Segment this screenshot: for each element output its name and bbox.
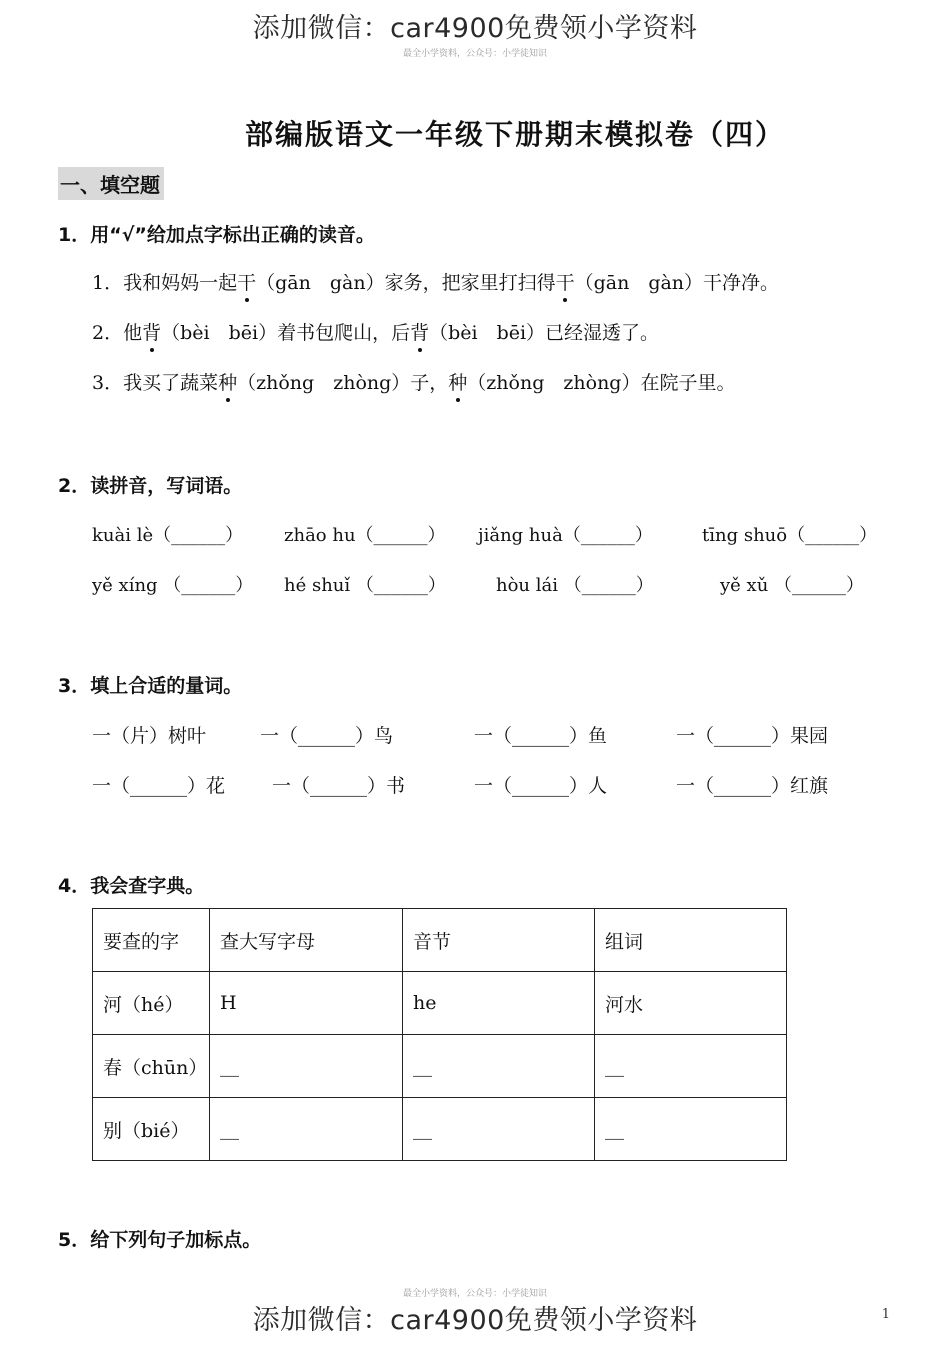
table-answer-cell[interactable]: __ bbox=[595, 1035, 787, 1098]
watermark-bottom-small: 最全小学资料，公众号：小学徒知识 bbox=[402, 1289, 547, 1299]
page-number: 1 bbox=[881, 1307, 890, 1322]
question-4-heading: 4．我会查字典。 bbox=[58, 875, 205, 897]
table-header-cell: 音节 bbox=[403, 909, 595, 972]
table-row bbox=[93, 972, 787, 1035]
pinyin-item[interactable]: tīng shuō（______） bbox=[702, 525, 878, 546]
table-answer-cell[interactable]: __ bbox=[210, 1098, 403, 1161]
pinyin-choices[interactable]: （bèi bēi）着书包爬山，后 bbox=[161, 322, 411, 344]
question-5-heading: 5．给下列句子加标点。 bbox=[58, 1229, 262, 1251]
measure-word-item[interactable]: 一（______）花 bbox=[92, 775, 226, 797]
measure-word-item[interactable]: 一（______）书 bbox=[272, 775, 406, 797]
table-row bbox=[93, 1098, 787, 1161]
watermark-top: 添加微信：car4900免费领小学资料 bbox=[252, 13, 698, 44]
dictionary-table bbox=[92, 908, 787, 1161]
pinyin-item[interactable]: hé shuǐ （______） bbox=[284, 575, 446, 596]
question-1-sentence-1 bbox=[92, 268, 779, 295]
page-title: 部编版语文一年级下册期末模拟卷（四） bbox=[244, 118, 785, 151]
pinyin-choices[interactable]: （gān gàn）家务，把家里打扫得 bbox=[256, 272, 556, 294]
pinyin-item[interactable]: zhāo hu（______） bbox=[284, 525, 446, 546]
measure-word-item[interactable]: 一（______）鱼 bbox=[474, 725, 608, 747]
dotted-char: 干 bbox=[237, 268, 256, 295]
question-1-sentence-3 bbox=[92, 368, 735, 395]
pinyin-item[interactable]: kuài lè（______） bbox=[92, 525, 244, 546]
pinyin-choices[interactable]: （zhǒng zhòng）在院子里。 bbox=[467, 372, 736, 394]
pinyin-item[interactable]: hòu lái （______） bbox=[496, 575, 654, 596]
dotted-char: 种 bbox=[448, 368, 467, 395]
question-3-heading: 3．填上合适的量词。 bbox=[58, 675, 243, 697]
question-1-sentence-2 bbox=[92, 318, 659, 345]
measure-word-item[interactable]: 一（______）人 bbox=[474, 775, 608, 797]
pinyin-item[interactable]: yě xíng （______） bbox=[92, 575, 254, 596]
table-row bbox=[93, 1035, 787, 1098]
table-cell: H bbox=[210, 972, 403, 1035]
table-cell: 春（chūn） bbox=[93, 1035, 210, 1098]
section-heading: 一、填空题 bbox=[58, 167, 164, 200]
pinyin-choices[interactable]: （bèi bēi）已经湿透了。 bbox=[429, 322, 660, 344]
measure-word-item: 一（片）树叶 bbox=[92, 725, 207, 747]
dotted-char: 背 bbox=[142, 318, 161, 345]
pinyin-item[interactable]: yě xǔ （______） bbox=[720, 575, 865, 596]
measure-word-item[interactable]: 一（______）鸟 bbox=[260, 725, 394, 747]
measure-word-item[interactable]: 一（______）果园 bbox=[676, 725, 829, 747]
table-cell: 别（bié） bbox=[93, 1098, 210, 1161]
table-cell: 河（hé） bbox=[93, 972, 210, 1035]
table-header-cell: 组词 bbox=[595, 909, 787, 972]
question-2-heading: 2．读拼音，写词语。 bbox=[58, 475, 243, 497]
table-cell: 河水 bbox=[595, 972, 787, 1035]
sentence-text: 2．他 bbox=[92, 322, 143, 344]
sentence-text: 1．我和妈妈一起 bbox=[92, 272, 238, 294]
watermark-bottom: 添加微信：car4900免费领小学资料 bbox=[252, 1305, 698, 1336]
table-answer-cell[interactable]: __ bbox=[403, 1098, 595, 1161]
table-answer-cell[interactable]: __ bbox=[403, 1035, 595, 1098]
table-header-cell: 查大写字母 bbox=[210, 909, 403, 972]
pinyin-choices[interactable]: （zhǒng zhòng）子， bbox=[237, 372, 449, 394]
table-header-cell: 要查的字 bbox=[93, 909, 210, 972]
watermark-top-small: 最全小学资料，公众号：小学徒知识 bbox=[402, 49, 547, 59]
dotted-char: 背 bbox=[410, 318, 429, 345]
question-1-heading: 1．用“√”给加点字标出正确的读音。 bbox=[58, 224, 375, 246]
table-answer-cell[interactable]: __ bbox=[210, 1035, 403, 1098]
table-cell: he bbox=[403, 972, 595, 1035]
dotted-char: 种 bbox=[218, 368, 237, 395]
dotted-char: 干 bbox=[556, 268, 575, 295]
pinyin-item[interactable]: jiǎng huà（______） bbox=[478, 525, 653, 546]
table-answer-cell[interactable]: __ bbox=[595, 1098, 787, 1161]
pinyin-choices[interactable]: （gān gàn）干净净。 bbox=[574, 272, 780, 294]
measure-word-item[interactable]: 一（______）红旗 bbox=[676, 775, 829, 797]
sentence-text: 3．我买了蔬菜 bbox=[92, 372, 219, 394]
table-header-row bbox=[93, 909, 787, 972]
